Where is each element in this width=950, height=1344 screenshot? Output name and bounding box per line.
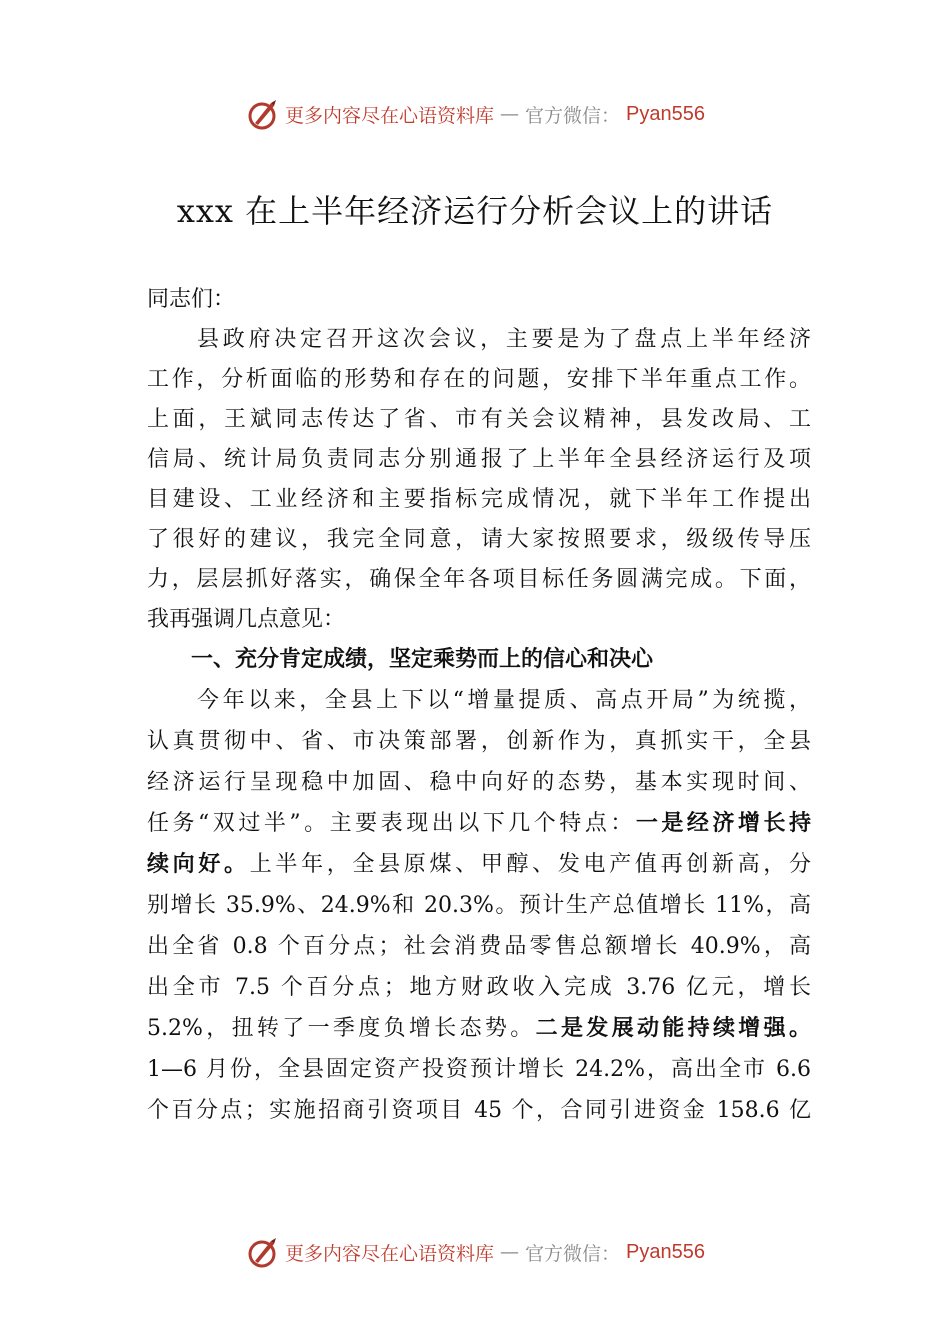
paragraph-line <box>147 1008 811 1049</box>
paragraph-line: 1—6 月份，全县固定资产投资预计增长 24.2%，高出全市 6.6 <box>147 1057 811 1082</box>
paragraph-line: 信局、统计局负责同志分别通报了上半年全县经济运行及项 <box>147 447 811 472</box>
paragraph-line: 别增长 35.9%、24.9%和 20.3%。预计生产总值增长 11%，高 <box>147 893 811 918</box>
paragraph-line: 县政府决定召开这次会议，主要是为了盘点上半年经济 <box>197 327 811 352</box>
text-run: 上半年，全县原煤、甲醇、发电产值再创新高，分 <box>249 852 811 877</box>
paragraph-line: 出全省 0.8 个百分点；社会消费品零售总额增长 40.9%，高 <box>147 934 811 959</box>
document-title: xxx 在上半年经济运行分析会议上的讲话 <box>176 192 774 230</box>
footer-banner <box>0 1232 950 1272</box>
bold-run: 一是经济增长持 <box>635 810 811 836</box>
paragraph-line: 工作，分析面临的形势和存在的问题，安排下半年重点工作。 <box>147 367 811 392</box>
greeting: 同志们： <box>147 287 236 312</box>
banner-dash: — <box>500 103 520 125</box>
paragraph-line <box>147 844 811 885</box>
paragraph-line: 今年以来，全县上下以“增量提质、高点开局”为统揽， <box>197 688 811 713</box>
paragraph-line: 认真贯彻中、省、市决策部署，创新作为，真抓实干，全县 <box>147 729 811 754</box>
paragraph-line: 出全市 7.5 个百分点；地方财政收入完成 3.76 亿元，增长 <box>147 975 811 1000</box>
quill-logo-icon <box>245 1235 279 1269</box>
banner-text: 更多内容尽在心语资料库 <box>285 104 495 127</box>
banner-dash: — <box>500 1241 520 1263</box>
text-run: 任务“双过半”。主要表现出以下几个特点： <box>147 811 636 836</box>
document-body <box>147 280 811 1131</box>
section-heading: 一、充分肯定成绩，坚定乘势而上的信心和决心 <box>191 647 654 672</box>
banner-wechat-label: 官方微信： <box>525 1242 621 1265</box>
paragraph-line <box>147 803 811 844</box>
paragraph-line: 经济运行呈现稳中加固、稳中向好的态势，基本实现时间、 <box>147 770 811 795</box>
paragraph-line: 上面，王斌同志传达了省、市有关会议精神，县发改局、工 <box>147 407 811 432</box>
paragraph-line: 目建设、工业经济和主要指标完成情况，就下半年工作提出 <box>147 487 811 512</box>
header-banner <box>0 94 950 134</box>
quill-logo-icon <box>245 97 279 131</box>
text-run: 5.2%，扭转了一季度负增长态势。 <box>147 1016 536 1041</box>
banner-wechat-id: Pyan556 <box>626 1240 705 1263</box>
paragraph-line: 了很好的建议，我完全同意，请大家按照要求，级级传导压 <box>147 527 811 552</box>
bold-run: 续向好。 <box>147 851 250 877</box>
paragraph-line: 个百分点；实施招商引资项目 45 个，合同引进资金 158.6 亿 <box>147 1098 811 1123</box>
banner-text: 更多内容尽在心语资料库 <box>285 1242 495 1265</box>
bold-run: 二是发展动能持续增强。 <box>535 1015 811 1041</box>
paragraph-line: 我再强调几点意见： <box>147 607 346 632</box>
banner-wechat-label: 官方微信： <box>525 104 621 127</box>
banner-wechat-id: Pyan556 <box>626 102 705 125</box>
paragraph-line: 力，层层抓好落实，确保全年各项目标任务圆满完成。下面， <box>147 567 811 592</box>
